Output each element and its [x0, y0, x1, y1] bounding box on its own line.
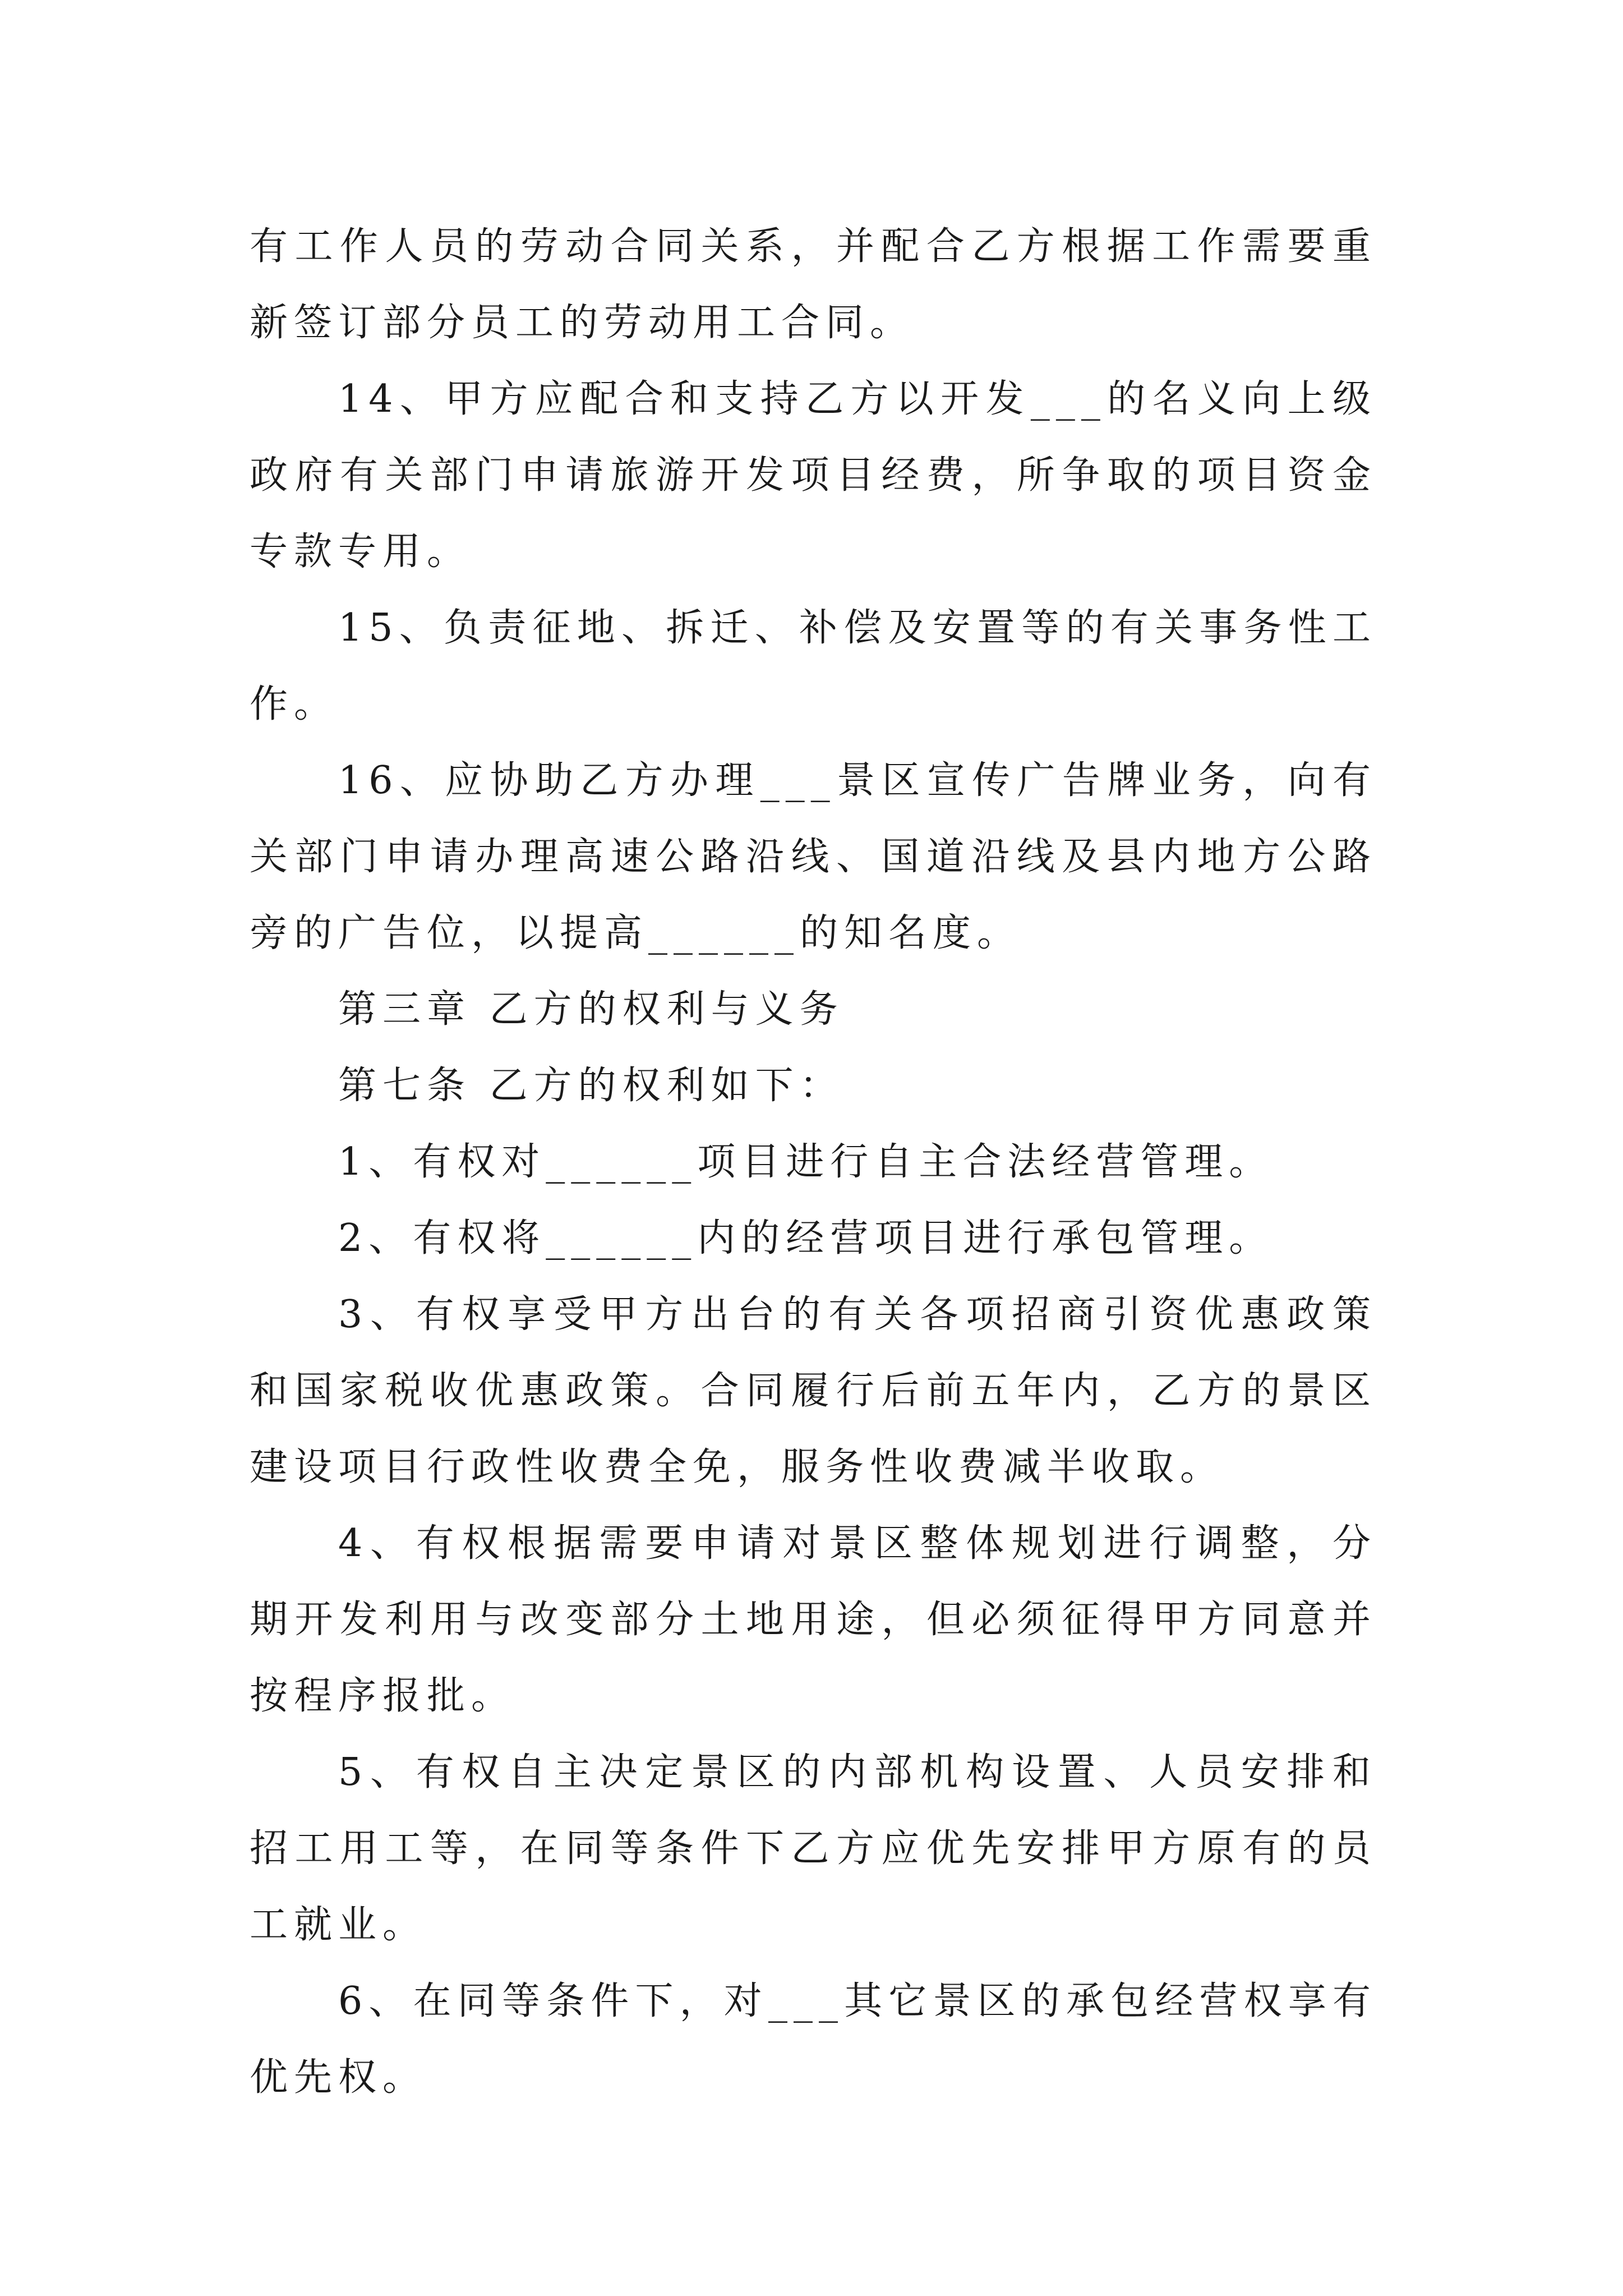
paragraph-item-15: 15、负责征地、拆迁、补偿及安置等的有关事务性工作。	[250, 606, 1377, 726]
chapter-heading: 第三章 乙方的权利与义务	[338, 987, 844, 1032]
paragraph-right-2: 2、有权将______内的经营项目进行承包管理。	[338, 1216, 1274, 1260]
paragraph-item-14: 14、甲方应配合和支持乙方以开发___的名义向上级政府有关部门申请旅游开发项目经费，所争取的项目资金专款专用。	[250, 377, 1377, 574]
paragraph-right-4: 4、有权根据需要申请对景区整体规划进行调整，分期开发利用与改变部分土地用途，但必须征得甲方同意并按程序报批。	[250, 1521, 1377, 1718]
document-body	[250, 209, 1377, 2116]
paragraph-right-5: 5、有权自主决定景区的内部机构设置、人员安排和招工用工等，在同等条件下乙方应优先安排甲方原有的员工就业。	[250, 1750, 1377, 1947]
paragraph-right-6: 6、在同等条件下，对___其它景区的承包经营权享有优先权。	[250, 1979, 1377, 2100]
paragraph-right-3: 3、有权享受甲方出台的有关各项招商引资优惠政策和国家税收优惠政策。合同履行后前五年内，乙方的景区建设项目行政性收费全免，服务性收费减半收取。	[250, 1292, 1377, 1489]
paragraph-item-16: 16、应协助乙方办理___景区宣传广告牌业务，向有关部门申请办理高速公路沿线、国道沿线及县内地方公路旁的广告位，以提高______的知名度。	[250, 758, 1377, 955]
paragraph-continuation: 有工作人员的劳动合同关系，并配合乙方根据工作需要重新签订部分员工的劳动用工合同。	[250, 224, 1377, 345]
article-heading: 第七条 乙方的权利如下：	[338, 1064, 844, 1108]
paragraph-right-1: 1、有权对______项目进行自主合法经营管理。	[338, 1140, 1274, 1184]
